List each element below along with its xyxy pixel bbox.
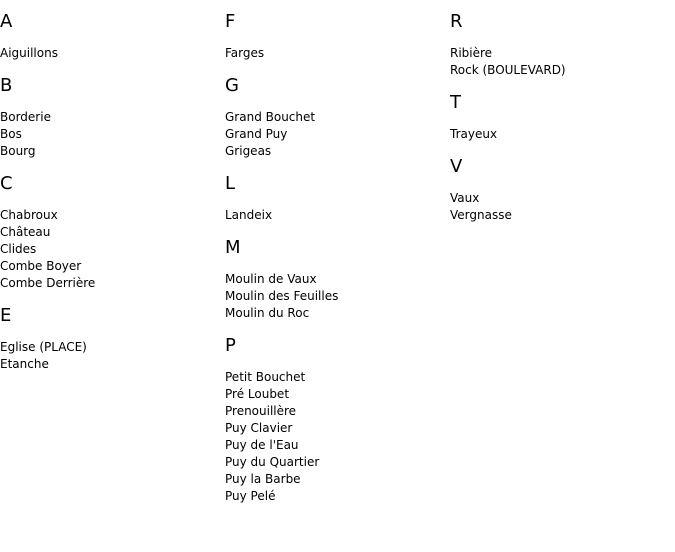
letter-group-c [0, 172, 220, 292]
street-entry-link[interactable]: Vergnasse [450, 208, 512, 222]
street-entry-link[interactable]: Moulin de Vaux [225, 272, 317, 286]
street-entry-link[interactable]: Vaux [450, 191, 480, 205]
entry-list [225, 207, 445, 224]
letter-group-b [0, 74, 220, 160]
street-entry-link[interactable]: Trayeux [450, 127, 498, 141]
letter-heading: B [0, 75, 13, 96]
street-entry-link[interactable]: Moulin des Feuilles [225, 289, 339, 303]
letter-group-p [225, 334, 445, 505]
street-entry-link[interactable]: Grand Puy [225, 127, 288, 141]
street-entry-link[interactable]: Puy du Quartier [225, 455, 320, 469]
street-entry-link[interactable]: Farges [225, 46, 265, 60]
letter-heading: G [225, 75, 239, 96]
letter-group-g [225, 74, 445, 160]
index-column-1 [0, 10, 220, 385]
entry-list [0, 207, 220, 292]
street-entry-link[interactable]: Grigeas [225, 144, 272, 158]
entry-list [450, 190, 670, 224]
letter-group-m [225, 236, 445, 322]
entry-list [0, 45, 220, 62]
street-entry-link[interactable]: Clides [0, 242, 37, 256]
street-entry-link[interactable]: Borderie [0, 110, 51, 124]
entry-list [225, 369, 445, 505]
letter-heading: E [0, 305, 12, 326]
street-entry-link[interactable]: Combe Boyer [0, 259, 82, 273]
street-entry-link[interactable]: Rock (BOULEVARD) [450, 63, 566, 77]
street-entry-link[interactable]: Eglise (PLACE) [0, 340, 87, 354]
entry-list [225, 45, 445, 62]
letter-heading: T [450, 92, 461, 113]
street-entry-link[interactable]: Aiguillons [0, 46, 58, 60]
letter-heading: M [225, 237, 241, 258]
street-entry-link[interactable]: Puy Clavier [225, 421, 293, 435]
letter-heading: V [450, 156, 463, 177]
street-entry-link[interactable]: Petit Bouchet [225, 370, 306, 384]
street-entry-link[interactable]: Etanche [0, 357, 49, 371]
street-entry-link[interactable]: Prenouillère [225, 404, 297, 418]
letter-group-l [225, 172, 445, 224]
letter-group-t [450, 91, 670, 143]
letter-group-a [0, 10, 220, 62]
letter-heading: F [225, 11, 236, 32]
street-entry-link[interactable]: Bourg [0, 144, 36, 158]
street-entry-link[interactable]: Puy la Barbe [225, 472, 301, 486]
street-entry-link[interactable]: Combe Derrière [0, 276, 96, 290]
entry-list [225, 109, 445, 160]
street-entry-link[interactable]: Puy de l'Eau [225, 438, 299, 452]
letter-heading: C [0, 173, 13, 194]
street-entry-link[interactable]: Chabroux [0, 208, 58, 222]
letter-group-f [225, 10, 445, 62]
letter-group-e [0, 304, 220, 373]
street-entry-link[interactable]: Moulin du Roc [225, 306, 310, 320]
street-entry-link[interactable]: Pré Loubet [225, 387, 290, 401]
index-column-2 [225, 10, 445, 517]
entry-list [0, 339, 220, 373]
entry-list [225, 271, 445, 322]
letter-heading: P [225, 335, 236, 356]
letter-group-v [450, 155, 670, 224]
letter-heading: A [0, 11, 13, 32]
letter-group-r [450, 10, 670, 79]
street-entry-link[interactable]: Ribière [450, 46, 493, 60]
letter-heading: R [450, 11, 463, 32]
street-entry-link[interactable]: Grand Bouchet [225, 110, 316, 124]
entry-list [450, 45, 670, 79]
entry-list [450, 126, 670, 143]
index-column-3 [450, 10, 670, 236]
street-entry-link[interactable]: Bos [0, 127, 22, 141]
letter-heading: L [225, 173, 236, 194]
street-entry-link[interactable]: Landeix [225, 208, 273, 222]
street-entry-link[interactable]: Château [0, 225, 51, 239]
street-entry-link[interactable]: Puy Pelé [225, 489, 276, 503]
entry-list [0, 109, 220, 160]
